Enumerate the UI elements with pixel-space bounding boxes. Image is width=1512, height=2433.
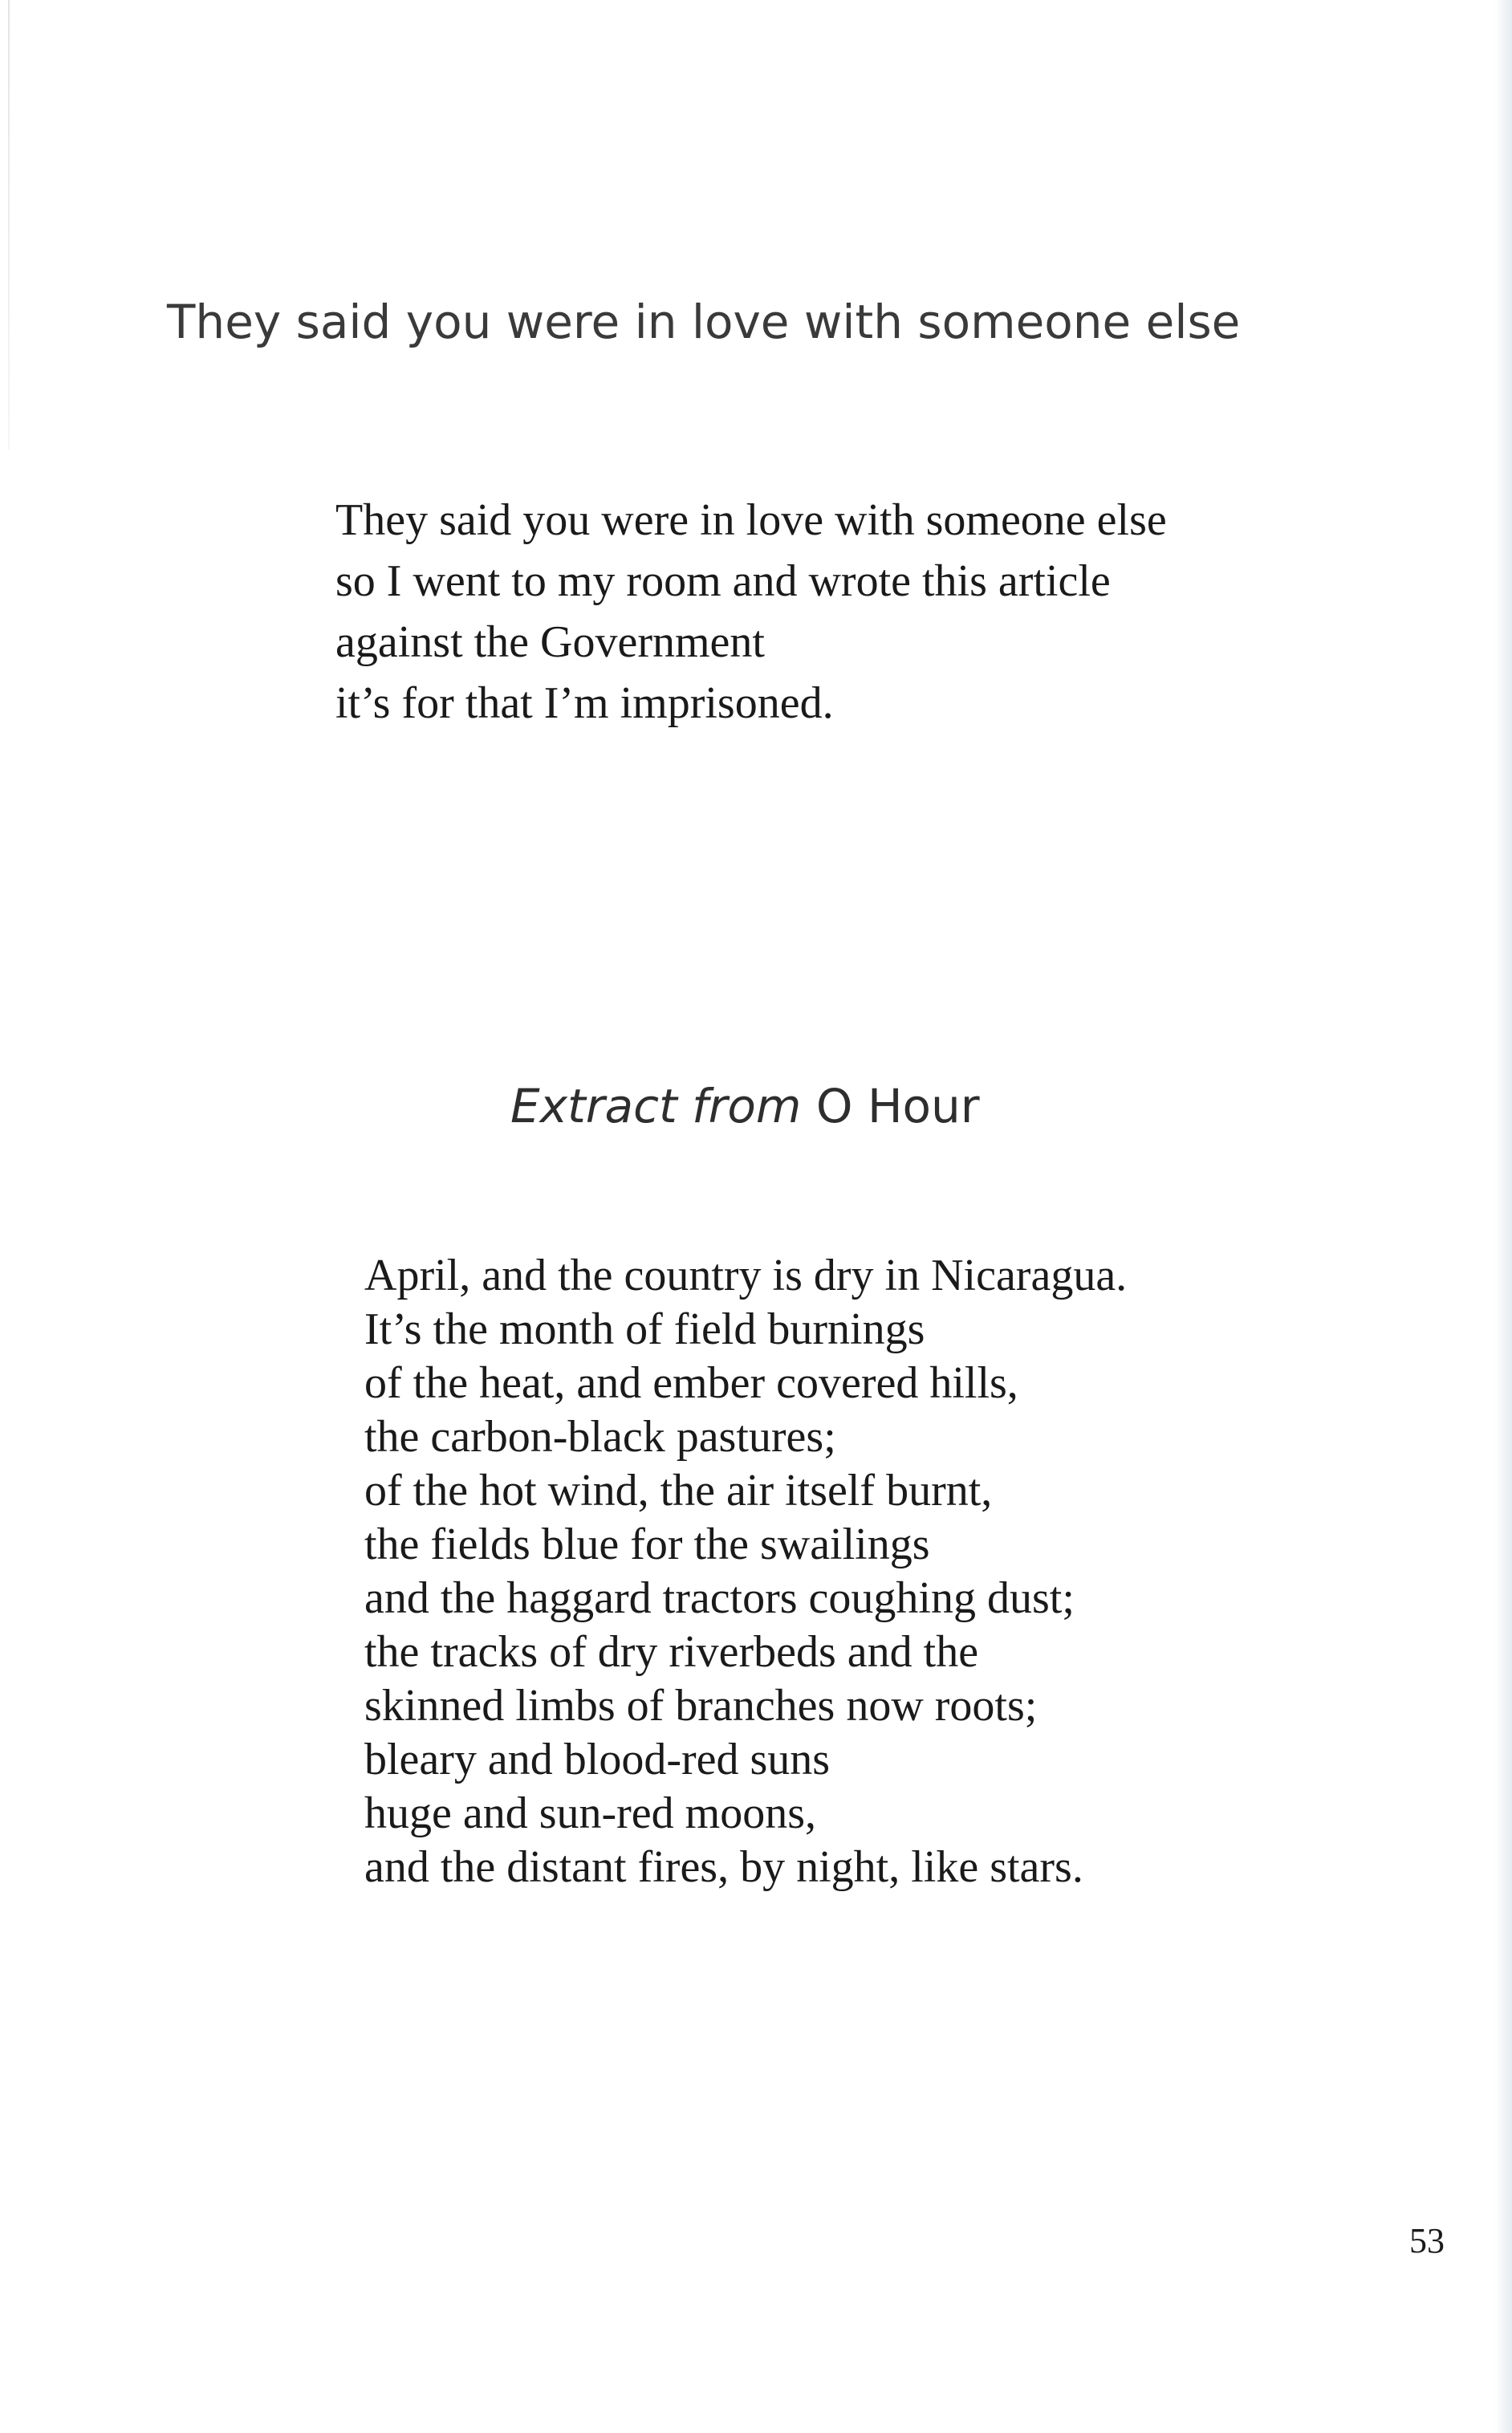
page-number: 53 [1409, 2221, 1445, 2260]
poem-2-stanza [364, 1249, 1127, 1894]
poem-line: the tracks of dry riverbeds and the [364, 1627, 979, 1677]
poem-line: of the heat, and ember covered hills, [364, 1358, 1018, 1408]
poem-1-title: They said you were in love with someone else [167, 294, 1241, 349]
poem-line: of the hot wind, the air itself burnt, [364, 1466, 993, 1516]
poem-2-title-rest: O Hour [815, 1079, 980, 1134]
poem-line: the fields blue for the swailings [364, 1520, 930, 1569]
poem-line: and the distant fires, by night, like stars. [364, 1842, 1083, 1892]
poem-line: and the haggard tractors coughing dust; [364, 1573, 1075, 1623]
poem-line: against the Government [335, 617, 765, 667]
poem-line: huge and sun-red moons, [364, 1788, 817, 1838]
page-gutter-shadow [1494, 0, 1512, 2433]
poem-line: it’s for that I’m imprisoned. [335, 678, 834, 728]
poem-line: skinned limbs of branches now roots; [364, 1681, 1038, 1731]
poem-line: bleary and blood-red suns [364, 1735, 831, 1784]
poem-line: They said you were in love with someone else [335, 495, 1167, 545]
poem-2-title-italic: Extract from [510, 1079, 802, 1134]
poem-line: so I went to my room and wrote this article [335, 556, 1111, 606]
poem-line: April, and the country is dry in Nicaragua. [364, 1251, 1128, 1300]
page-edge-shadow [8, 0, 10, 450]
poem-line: It’s the month of field burnings [364, 1304, 925, 1354]
poem-1-stanza [335, 490, 1167, 734]
poem-line: the carbon-black pastures; [364, 1412, 836, 1462]
poem-2-title [510, 1079, 980, 1133]
